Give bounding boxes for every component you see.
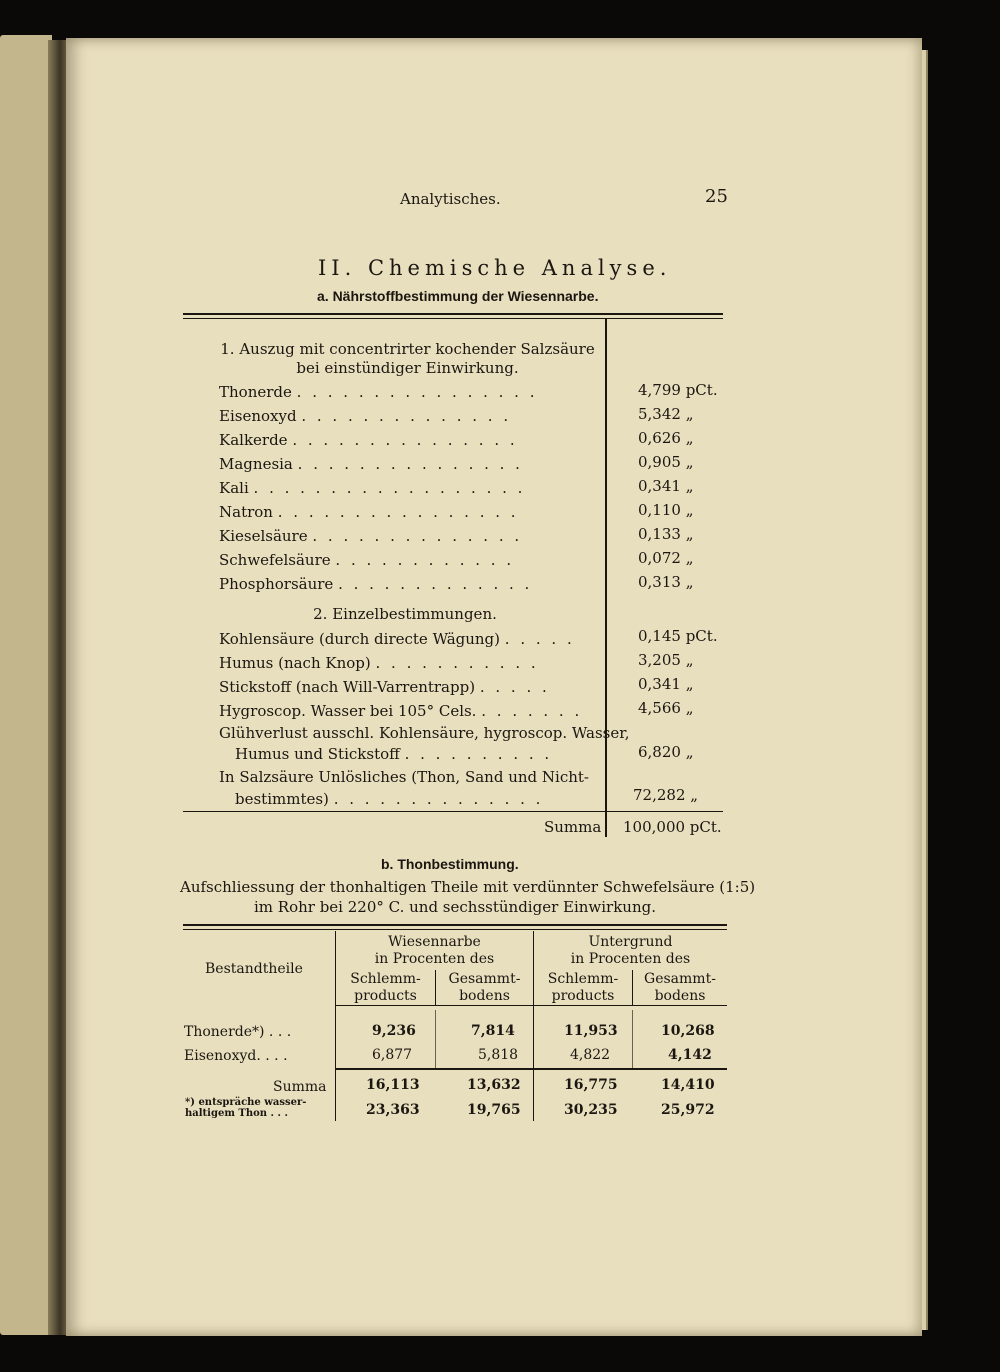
table-row-label: Thonerde . . . . . . . . . . . . . . . . <box>219 383 538 401</box>
footnote-cell: 25,972 <box>661 1102 715 1118</box>
table-row-label: Kalkerde . . . . . . . . . . . . . . . <box>219 431 518 449</box>
table-row-value: 0,341 „ <box>638 477 694 495</box>
table-cell: 6,877 <box>372 1047 413 1063</box>
sub-header-schlemm-1 <box>336 971 435 1005</box>
summa-label: Summa <box>544 818 602 836</box>
sub-header-line: Schlemm- <box>350 971 421 987</box>
part2-heading: 2. Einzelbestimmungen. <box>313 605 497 623</box>
table-row-value: 0,072 „ <box>638 549 694 567</box>
group-untergrund <box>534 934 727 968</box>
part1-heading-line1: 1. Auszug mit concentrirter kochender Salzsäure <box>220 340 595 358</box>
table-row-value: 4,566 „ <box>638 699 694 717</box>
table2-top-rule-2 <box>183 929 727 930</box>
table-cell: 4,822 <box>570 1047 611 1063</box>
table1-bottom-rule <box>183 811 723 812</box>
table-row-label: Eisenoxyd . . . . . . . . . . . . . . <box>219 407 512 425</box>
group-untergrund-line1: Untergrund <box>588 934 673 950</box>
section-title: II. Chemische Analyse. <box>318 256 672 280</box>
table-row-value: 0,905 „ <box>638 453 694 471</box>
summa-cell: 13,632 <box>467 1077 521 1093</box>
summa-cell: 16,775 <box>564 1077 618 1093</box>
description-line1: Aufschliessung der thonhaltigen Theile mit verdünnter Schwefelsäure (1:5) <box>180 878 756 896</box>
group-wiesennarbe <box>336 934 533 968</box>
subtitle-a: a. Nährstoffbestimmung der Wiesennarbe. <box>317 288 599 304</box>
summa-cell: 14,410 <box>661 1077 715 1093</box>
table-row-value: 4,799 pCt. <box>638 381 718 399</box>
table-row-label: Kohlensäure (durch directe Wägung) . . . . . <box>219 630 575 648</box>
sub-header-line: Gesammt- <box>644 971 716 987</box>
footnote-line1: *) entspräche wasser- <box>185 1097 307 1108</box>
running-title: Analytisches. <box>400 190 501 208</box>
unloeslich-line2: bestimmtes) . . . . . . . . . . . . . . <box>235 790 544 808</box>
group-untergrund-line2: in Procenten des <box>570 951 691 967</box>
table-row-label: Hygroscop. Wasser bei 105° Cels. . . . . . . . <box>219 702 583 720</box>
gluehverlust-line2: Humus und Stickstoff . . . . . . . . . . <box>235 745 553 763</box>
sub-header-schlemm-2 <box>534 971 632 1005</box>
gluehverlust-value: 6,820 „ <box>638 743 694 761</box>
col-bestandtheile: Bestandtheile <box>205 961 303 977</box>
table-row-value: 0,313 „ <box>638 573 694 591</box>
table2-vrule-data1 <box>435 1010 436 1070</box>
sub-header-line: products <box>354 988 417 1004</box>
table-cell: 11,953 <box>564 1023 618 1039</box>
table2-top-rule <box>183 924 727 926</box>
table-row-value: 5,342 „ <box>638 405 694 423</box>
table-row-value: 0,341 „ <box>638 675 694 693</box>
footnote-line2: haltigem Thon . . . <box>185 1108 288 1119</box>
sub-header-line: Gesammt- <box>448 971 521 987</box>
table-cell: 5,818 <box>478 1047 519 1063</box>
sub-header-line: bodens <box>459 988 510 1004</box>
table-row-label: Kali . . . . . . . . . . . . . . . . . . <box>219 479 526 497</box>
previous-page-edge <box>0 35 52 1335</box>
table-row-label: Humus (nach Knop) . . . . . . . . . . . <box>219 654 539 672</box>
table-row-value: 0,145 pCt. <box>638 627 718 645</box>
description-line2: im Rohr bei 220° C. und sechsstündiger Einwirkung. <box>253 898 657 916</box>
sub-header-line: bodens <box>654 988 706 1004</box>
table1-top-rule <box>183 313 723 315</box>
footnote-cell: 30,235 <box>564 1102 618 1118</box>
sub-header-line: Schlemm- <box>547 971 619 987</box>
footnote <box>185 1097 306 1119</box>
subtitle-b: b. Thonbestimmung. <box>381 856 519 872</box>
table-row-value: 3,205 „ <box>638 651 694 669</box>
table-row-value: 0,110 „ <box>638 501 694 519</box>
table-row-label: Schwefelsäure . . . . . . . . . . . . <box>219 551 515 569</box>
table-row-label: Stickstoff (nach Will-Varrentrapp) . . . . . <box>219 678 550 696</box>
table-row-label: Thonerde*) . . . <box>184 1024 292 1040</box>
table-cell: 10,268 <box>661 1023 715 1039</box>
table1-column-rule <box>605 319 607 837</box>
summa-value: 100,000 pCt. <box>623 818 722 836</box>
table-cell: 9,236 <box>372 1023 416 1039</box>
table-row-value: 0,133 „ <box>638 525 694 543</box>
group-wiesennarbe-line1: Wiesennarbe <box>388 934 481 950</box>
page-number: 25 <box>705 186 728 207</box>
sub-header-line: products <box>551 988 615 1004</box>
sub-header-gesammt-2 <box>633 971 727 1005</box>
summa-cell: 16,113 <box>366 1077 420 1093</box>
unloeslich-line1: In Salzsäure Unlösliches (Thon, Sand und Nicht- <box>219 768 589 786</box>
footnote-cell: 19,765 <box>467 1102 521 1118</box>
book-gutter <box>48 40 68 1335</box>
summa-label-2: Summa <box>273 1079 327 1095</box>
group-wiesennarbe-line2: in Procenten des <box>374 951 495 967</box>
table-row-value: 0,626 „ <box>638 429 694 447</box>
unloeslich-value: 72,282 „ <box>633 786 699 804</box>
table-row-label: Natron . . . . . . . . . . . . . . . . <box>219 503 519 521</box>
table-row-label: Kieselsäure . . . . . . . . . . . . . . <box>219 527 523 545</box>
sub-header-gesammt-1 <box>436 971 533 1005</box>
table-row-label: Magnesia . . . . . . . . . . . . . . . <box>219 455 523 473</box>
table-cell: 4,142 <box>668 1047 712 1063</box>
table-row-label: Eisenoxyd. . . . <box>184 1048 288 1064</box>
gluehverlust-line1: Glühverlust ausschl. Kohlensäure, hygroscop. Wasser, <box>219 724 630 742</box>
footnote-cell: 23,363 <box>366 1102 420 1118</box>
table2-summa-rule <box>336 1068 727 1070</box>
part1-heading-line2: bei einstündiger Einwirkung. <box>296 359 519 377</box>
table-cell: 7,814 <box>471 1023 515 1039</box>
table1-top-rule-2 <box>183 318 723 319</box>
table2-header-rule <box>336 1005 727 1006</box>
table2-vrule-data2 <box>632 1010 633 1070</box>
table-row-label: Phosphorsäure . . . . . . . . . . . . . <box>219 575 533 593</box>
